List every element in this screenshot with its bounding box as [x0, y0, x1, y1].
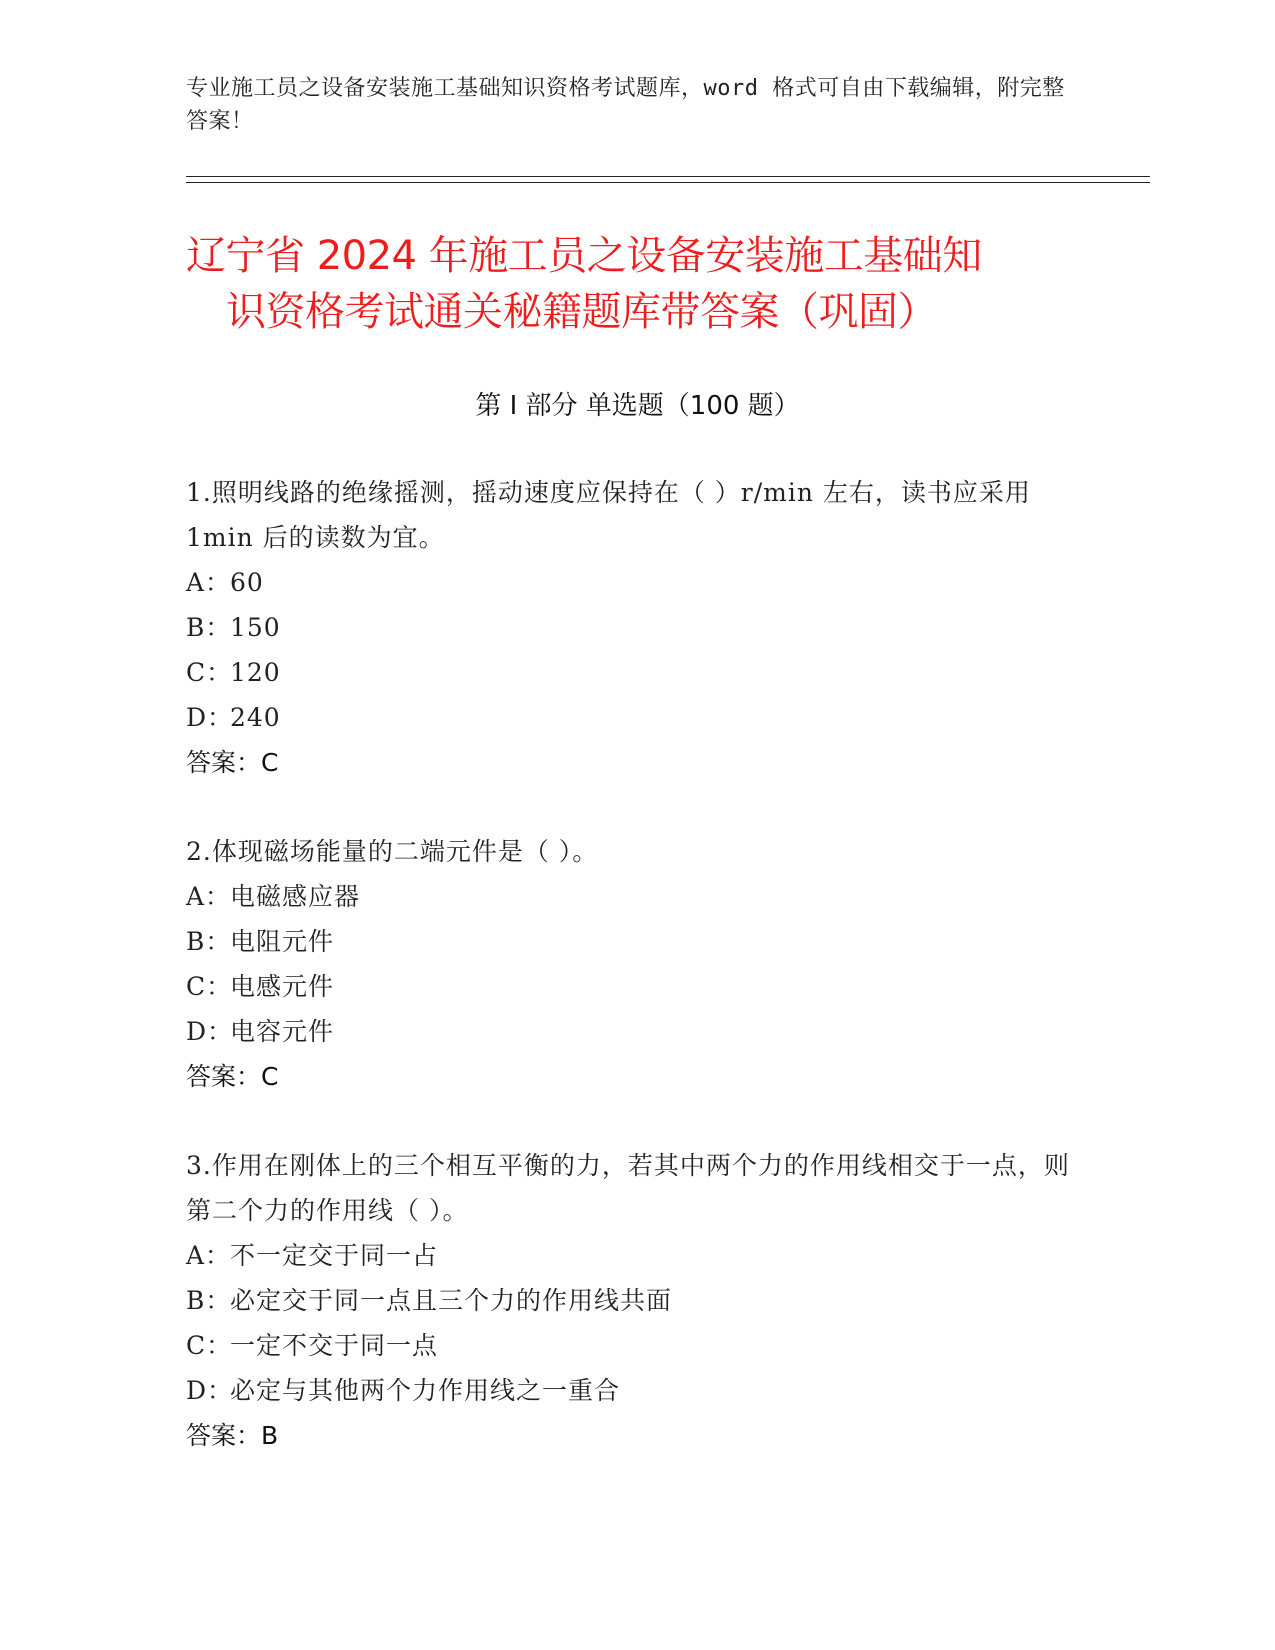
answer-line: 答案：C — [186, 1062, 279, 1091]
option-key: B： — [186, 613, 232, 642]
option-text: 120 — [230, 658, 281, 687]
option-key: A： — [186, 1241, 232, 1270]
option-key: B： — [186, 927, 232, 956]
option-key: C： — [186, 1331, 233, 1360]
option-text: 电阻元件 — [230, 927, 335, 956]
header-divider-top — [186, 176, 1150, 177]
option-text: 电磁感应器 — [230, 882, 361, 911]
option-key: D： — [186, 1017, 234, 1046]
document-title — [186, 228, 1086, 340]
header-note: 专业施工员之设备安装施工基础知识资格考试题库，word 格式可自由下载编辑，附完整答案！ — [186, 76, 1065, 134]
option-a — [186, 560, 1086, 605]
question-stem: 3.作用在刚体上的三个相互平衡的力，若其中两个力的作用线相交于一点，则第二个力的作用线（ ）。 — [186, 1151, 1070, 1225]
option-key: D： — [186, 703, 234, 732]
option-text: 240 — [230, 703, 281, 732]
option-list — [186, 560, 1086, 740]
option-text: 不一定交于同一占 — [230, 1241, 439, 1270]
question-1 — [186, 470, 1086, 785]
option-text: 必定与其他两个力作用线之一重合 — [230, 1376, 621, 1405]
question-list — [186, 470, 1086, 1502]
option-text: 电容元件 — [230, 1017, 335, 1046]
option-b — [186, 919, 1086, 964]
header-divider-bottom — [186, 182, 1150, 183]
option-c — [186, 964, 1086, 1009]
option-list — [186, 1233, 1086, 1413]
question-3 — [186, 1143, 1086, 1458]
question-stem: 2.体现磁场能量的二端元件是（ ）。 — [186, 837, 599, 866]
option-text: 一定不交于同一点 — [230, 1331, 439, 1360]
option-key: C： — [186, 658, 233, 687]
option-text: 150 — [230, 613, 281, 642]
option-d — [186, 695, 1086, 740]
question-stem: 1.照明线路的绝缘摇测，摇动速度应保持在（ ）r/min 左右，读书应采用 1min 后的读数为宜。 — [186, 478, 1031, 552]
title-line-2: 识资格考试通关秘籍题库带答案（巩固） — [226, 289, 937, 335]
section-heading: 第 I 部分 单选题（100 题） — [475, 391, 800, 421]
option-key: C： — [186, 972, 233, 1001]
option-key: A： — [186, 568, 232, 597]
title-line-1: 辽宁省 2024 年施工员之设备安装施工基础知 — [186, 233, 982, 279]
option-c — [186, 1323, 1086, 1368]
option-key: B： — [186, 1286, 232, 1315]
option-text: 电感元件 — [230, 972, 335, 1001]
option-list — [186, 874, 1086, 1054]
answer-line: 答案：B — [186, 1421, 279, 1450]
option-key: D： — [186, 1376, 234, 1405]
option-key: A： — [186, 882, 232, 911]
answer-line: 答案：C — [186, 748, 279, 777]
option-c — [186, 650, 1086, 695]
option-text: 必定交于同一点且三个力的作用线共面 — [230, 1286, 673, 1315]
option-d — [186, 1368, 1086, 1413]
option-a — [186, 1233, 1086, 1278]
question-2 — [186, 829, 1086, 1099]
option-b — [186, 605, 1086, 650]
option-text: 60 — [230, 568, 264, 597]
option-b — [186, 1278, 1086, 1323]
option-a — [186, 874, 1086, 919]
option-d — [186, 1009, 1086, 1054]
